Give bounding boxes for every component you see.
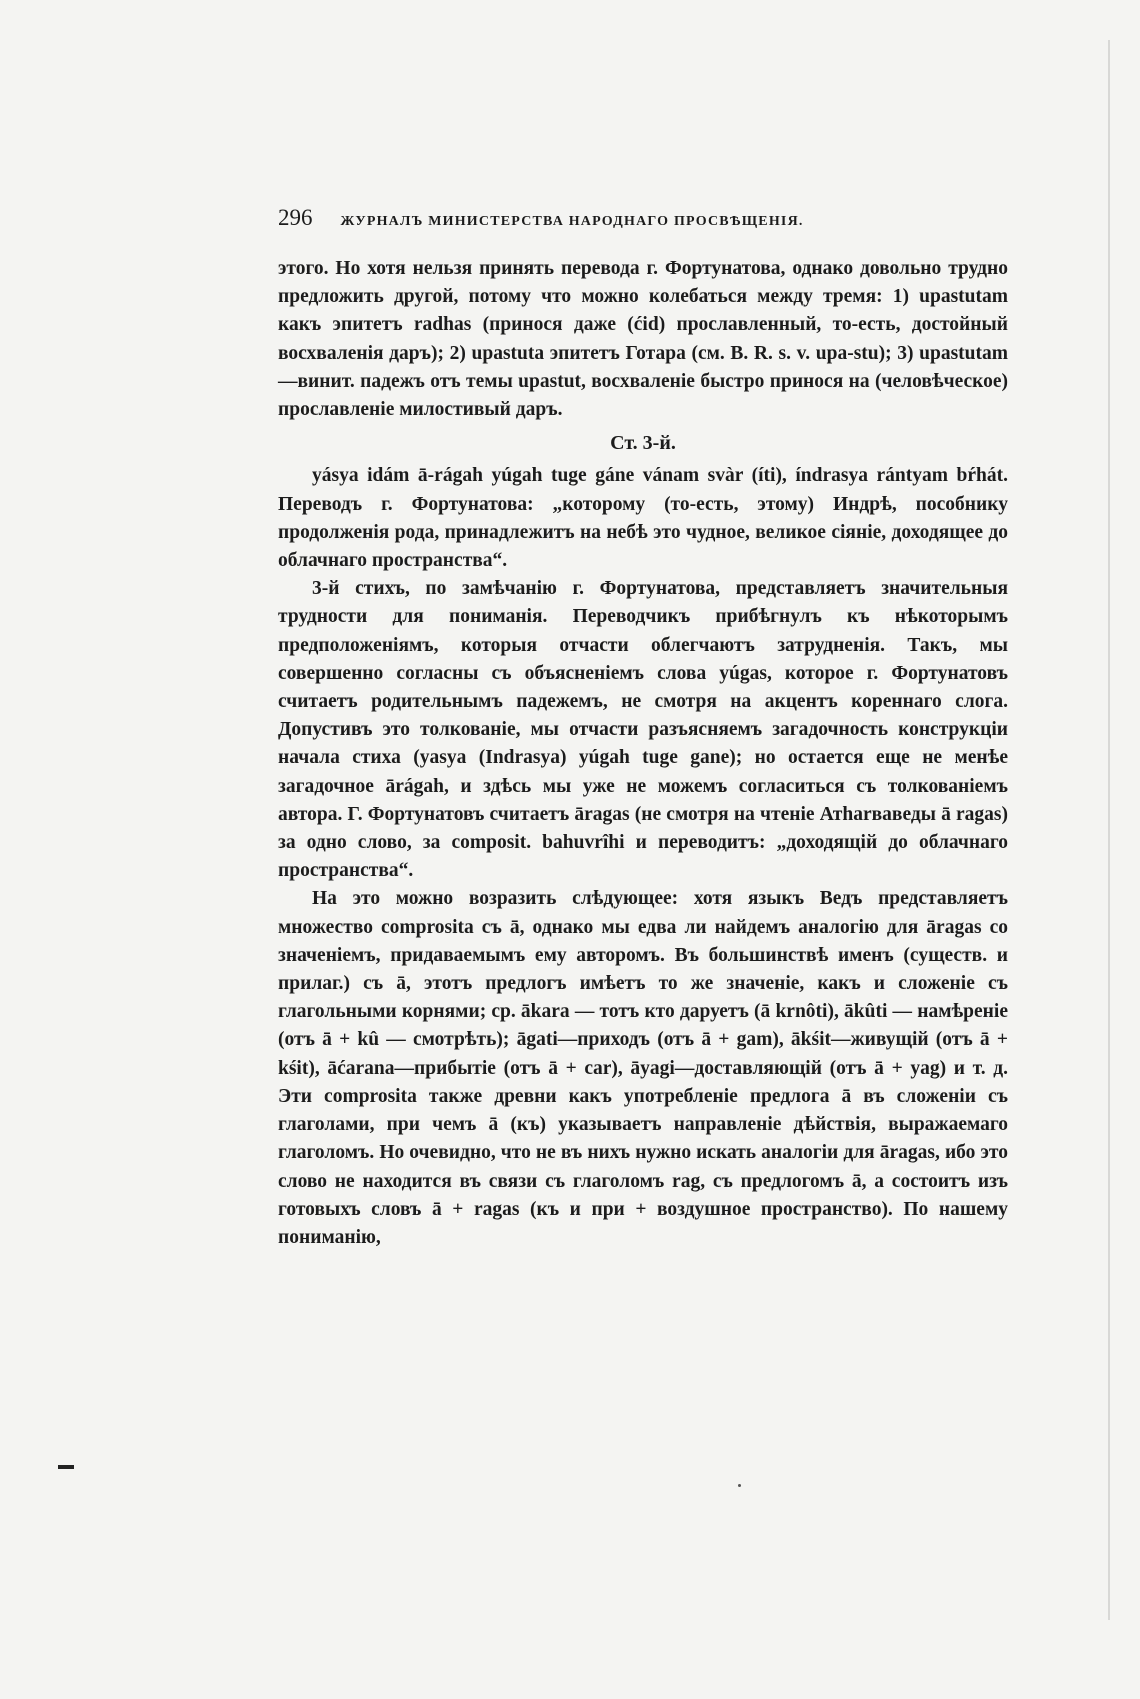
stanza-heading: Ст. 3-й. [610,432,676,455]
body-text [278,255,1008,1252]
margin-dash-mark [58,1465,74,1469]
page-number: 296 [278,205,313,230]
paragraph-1: этого. Но хотя нельзя принять перевода г. Фортунатова, однако довольно трудно предложить другой, потому что можно колебаться между тремя: 1) upastutam какъ эпитетъ radhas (принося даже (ćid) прославленный, то-есть, достойный восхваленія даръ); 2) upastuta эпитетъ Готара (см. B. R. s. v. upa-stu); 3) upastutam—винит. падежъ отъ темы upastut, восхваленіе быстро принося на (человѣческое) прославленіе милостивый даръ. [278,258,1008,421]
page-header [278,205,908,231]
scan-speck [738,1484,741,1487]
paragraph-3: 3-й стихъ, по замѣчанію г. Фортунатова, представляетъ значительныя трудности для пониманія. Переводчикъ прибѣгнулъ къ нѣкоторымъ предположеніямъ, которыя отчасти облегчаютъ затрудненія. Такъ, мы совершенно согласны съ объясненіемъ слова yúgas, которое г. Фортунатовъ считаетъ родительнымъ падежемъ, не смотря на акцентъ кореннаго слога. Допустивъ это толкованіе, мы отчасти разъясняемъ загадочность конструкціи начала стиха (yasya (Indrasya) yúgah tuge gane); но остается еще не менѣе загадочное ārágah, и здѣсь мы уже не можемъ согласиться съ толкованіемъ автора. Г. Фортунатовъ считаетъ āragas (не смотря на чтеніе Атharваведы ā ragas) за одно слово, за composit. bahuvrîhi и переводитъ: „доходящій до облачнаго пространства“. [278,578,1008,882]
paragraph-4: На это можно возразить слѣдующее: хотя языкъ Ведъ представляетъ множество comprosita съ ā, однако мы едва ли найдемъ аналогію для āragas со значеніемъ, придаваемымъ ему авторомъ. Въ большинствѣ именъ (существ. и прилаг.) съ ā, этотъ предлогъ имѣетъ то же значеніе, какъ и сложеніе съ глагольными корнями; ср. ākara — тотъ кто даруетъ (ā krnôti), ākûti — намѣреніе (отъ ā + kû — смотрѣть); āgati—приходъ (отъ ā + gam), ākśit—живущій (отъ ā + kśit), āćarana—прибытіе (отъ ā + car), āyagi—доставляющій (отъ ā + yag) и т. д. Эти comprosita также древни какъ употребленіе предлога ā въ сложеніи съ глаголами, при чемъ ā (къ) указываетъ направленіе дѣйствія, выражаемаго глаголомъ. Но очевидно, что не въ нихъ нужно искать аналогіи для āragas, ибо это слово не находится въ связи съ глаголомъ rag, съ предлогомъ ā, а состоитъ изъ готовыхъ словъ ā + ragas (къ и при + воздушное пространство). По нашему пониманію, [278,888,1008,1248]
paragraph-2: yásya idám ā-rágah yúgah tuge gáne vánam svàr (íti), índrasya rántyam bŕhát. Переводъ г. Фортунатова: „которому (то-есть, этому) Индрѣ, пособнику продолженія рода, принадлежитъ на небѣ это чудное, великое сіяніе, доходящее до облачнаго пространства“. [278,465,1008,572]
page-edge-line [1108,40,1110,1620]
running-title: ЖУРНАЛЪ МИНИСТЕРСТВА НАРОДНАГО ПРОСВѢЩЕНІЯ. [340,214,804,229]
